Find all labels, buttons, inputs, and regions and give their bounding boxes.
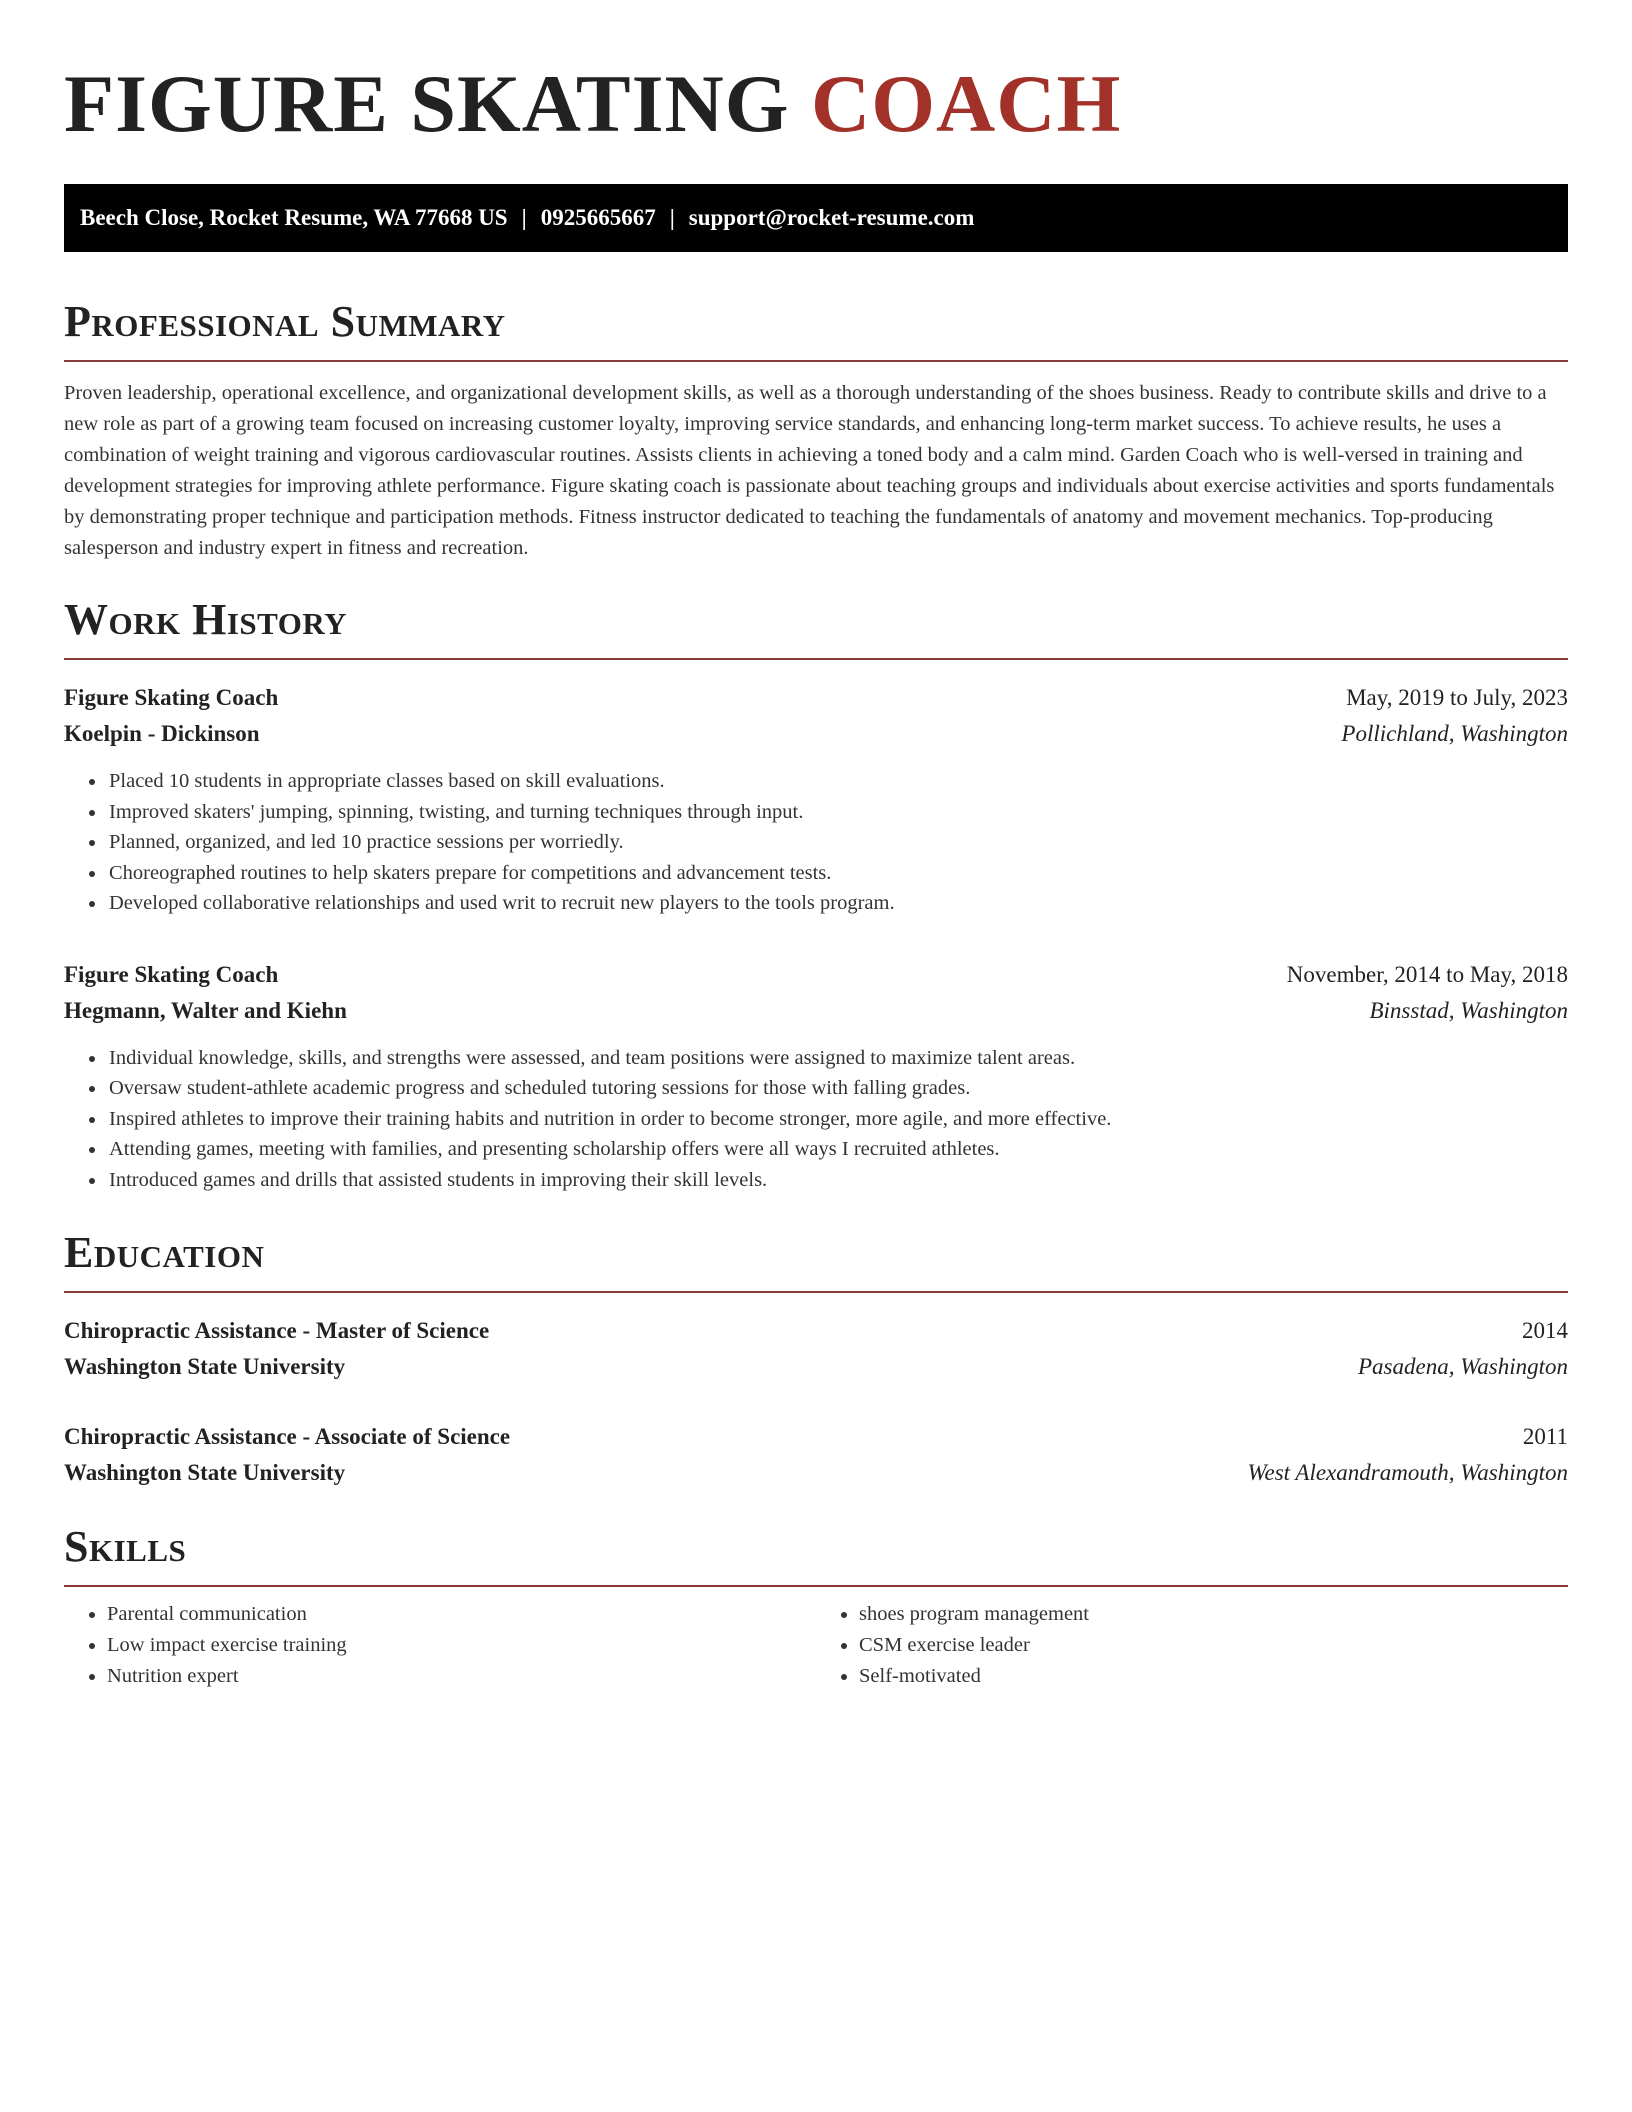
education-degree: Chiropractic Assistance - Associate of Science [64, 1424, 511, 1449]
job-entry [64, 957, 1568, 1196]
education-degree-row [64, 1419, 1568, 1455]
job-title-row [64, 957, 1568, 993]
education-degree: Chiropractic Assistance - Master of Science [64, 1318, 490, 1343]
skills-column-left [64, 1599, 816, 1692]
job-company: Koelpin - Dickinson [64, 721, 260, 746]
job-company: Hegmann, Walter and Kiehn [64, 997, 347, 1023]
job-entry [64, 680, 1568, 919]
section-divider [64, 1291, 1568, 1293]
skill-item: • shoes program management [859, 1599, 1568, 1630]
job-bullet: • Individual knowledge, skills, and strengths were assessed, and team positions were assigned to maximize talent areas. [107, 1043, 1568, 1074]
skills-heading: Skills [64, 1522, 187, 1571]
job-bullet: • Placed 10 students in appropriate classes based on skill evaluations. [107, 766, 1568, 797]
job-bullets [64, 766, 1568, 919]
skill-item: • Nutrition expert [107, 1661, 816, 1692]
job-bullet: • Planned, organized, and led 10 practice sessions per worriedly. [107, 827, 1568, 858]
job-dates: November, 2014 to May, 2018 [1286, 961, 1568, 987]
job-dates: May, 2019 to July, 2023 [1346, 685, 1568, 710]
education-location: Pasadena, Washington [1358, 1354, 1568, 1379]
summary-text: Proven leadership, operational excellence, and organizational development skills, as well as a thorough understanding of the shoes business. Ready to contribute skills and drive to a new role as part of a growing team focused on increasing customer loyalty, improving service standards, and enhancing long-term market success. To achieve results, he uses a combination of weight training and vigorous cardiovascular routines. Assists clients in achieving a toned body and a calm mind. Garden Coach who is well-versed in training and development strategies for improving athlete performance. Figure skating coach is passionate about teaching groups and individuals about exercise activities and sports fundamentals by demonstrating proper technique and participation methods. Fitness instructor dedicated to teaching the fundamentals of anatomy and movement mechanics. Top-producing salesperson and industry expert in fitness and recreation. [64, 382, 1555, 559]
contact-bar [64, 184, 1568, 252]
job-bullet: • Improved skaters' jumping, spinning, twisting, and turning techniques through input. [107, 797, 1568, 828]
job-bullet: • Developed collaborative relationships and used writ to recruit new players to the tools program. [107, 888, 1568, 919]
contact-phone: 0925665667 [540, 205, 656, 230]
job-bullet: • Attending games, meeting with families, and presenting scholarship offers were all ways I recruited athletes. [107, 1134, 1568, 1165]
skill-item: • Low impact exercise training [107, 1630, 816, 1661]
education-school-row [64, 1349, 1568, 1385]
job-company-row [64, 993, 1568, 1029]
education-heading: Education [64, 1228, 265, 1277]
job-company-row [64, 716, 1568, 752]
job-title: Figure Skating Coach [64, 685, 279, 710]
title-main: FIGURE SKATING [64, 58, 790, 149]
skill-item: • Self-motivated [859, 1661, 1568, 1692]
job-location: Pollichland, Washington [1341, 721, 1568, 746]
resume-title [64, 0, 1568, 150]
skill-item: • Parental communication [107, 1599, 816, 1630]
title-accent: COACH [811, 58, 1122, 149]
section-divider [64, 360, 1568, 362]
skills-list [64, 1599, 1568, 1692]
job-bullet: • Choreographed routines to help skaters prepare for competitions and advancement tests. [107, 858, 1568, 889]
education-year: 2014 [1522, 1318, 1568, 1343]
contact-email[interactable]: support@rocket-resume.com [688, 205, 975, 230]
education-school: Washington State University [64, 1354, 346, 1379]
section-divider [64, 658, 1568, 660]
job-bullets [64, 1043, 1568, 1196]
education-entry [64, 1419, 1568, 1491]
education-location: West Alexandramouth, Washington [1247, 1460, 1568, 1485]
job-title: Figure Skating Coach [64, 961, 279, 987]
skill-item: • CSM exercise leader [859, 1630, 1568, 1661]
education-year: 2011 [1522, 1424, 1568, 1449]
education-degree-row [64, 1313, 1568, 1349]
job-bullet: • Inspired athletes to improve their training habits and nutrition in order to become stronger, more agile, and more effective. [107, 1104, 1568, 1135]
job-bullet: • Introduced games and drills that assisted students in improving their skill levels. [107, 1165, 1568, 1196]
skills-column-right [816, 1599, 1568, 1692]
education-school: Washington State University [64, 1460, 346, 1485]
contact-address: Beech Close, Rocket Resume, WA 77668 US [80, 205, 508, 230]
education-school-row [64, 1455, 1568, 1491]
contact-separator: | [669, 205, 675, 230]
job-title-row [64, 680, 1568, 716]
contact-separator: | [521, 205, 527, 230]
section-divider [64, 1585, 1568, 1587]
job-bullet: • Oversaw student-athlete academic progress and scheduled tutoring sessions for those with falling grades. [107, 1073, 1568, 1104]
education-entry [64, 1313, 1568, 1385]
work-history-heading: Work History [64, 595, 348, 644]
job-location: Binsstad, Washington [1369, 997, 1568, 1023]
summary-heading: Professional Summary [64, 297, 506, 346]
